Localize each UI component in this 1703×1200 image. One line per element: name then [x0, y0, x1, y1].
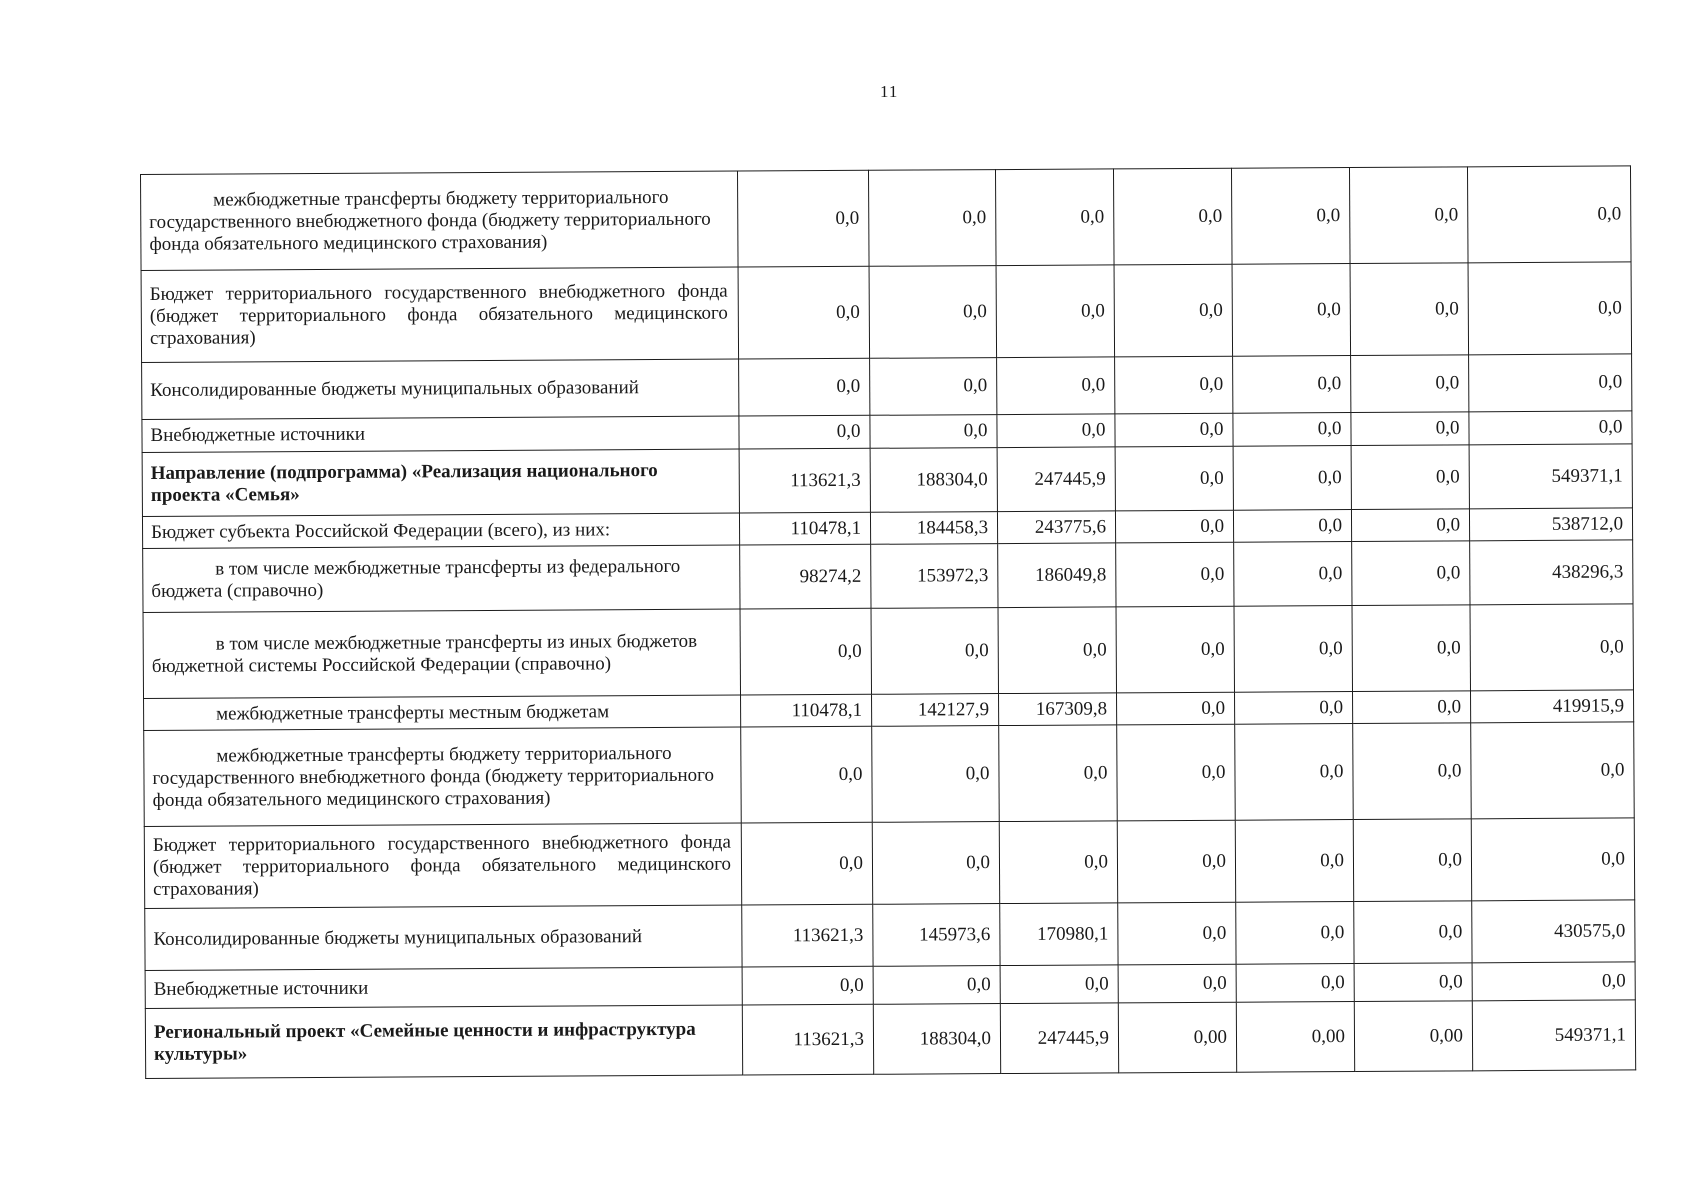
- value-cell: 153972,3: [871, 544, 998, 609]
- value-cell: 110478,1: [741, 694, 872, 727]
- row-label: Региональный проект «Семейные ценности и инфраструктура культуры»: [145, 1005, 742, 1078]
- value-cell: 0,0: [870, 358, 997, 416]
- row-label: Внебюджетные источники: [145, 967, 742, 1008]
- value-cell: 0,0: [1352, 541, 1470, 606]
- row-label: Внебюджетные источники: [142, 416, 739, 452]
- table-row: [143, 540, 1633, 613]
- value-cell: 113621,3: [739, 448, 870, 513]
- value-cell: 0,0: [1117, 692, 1235, 725]
- value-cell: 247445,9: [1000, 1003, 1118, 1074]
- value-cell: 0,0: [1113, 168, 1232, 265]
- value-cell: 0,0: [1354, 963, 1472, 1002]
- value-cell: 0,0: [1352, 605, 1470, 692]
- row-label: Консолидированные бюджеты муниципальных образований: [142, 359, 739, 419]
- value-cell: 419915,9: [1470, 690, 1633, 723]
- table-row: [144, 722, 1635, 827]
- value-cell: 0,0: [872, 822, 999, 905]
- value-cell: 243775,6: [997, 511, 1115, 544]
- value-cell: 0,00: [1236, 1002, 1354, 1073]
- value-cell: 430575,0: [1472, 900, 1635, 963]
- value-cell: 0,0: [873, 966, 1000, 1005]
- value-cell: 0,0: [1236, 902, 1354, 965]
- value-cell: 145973,6: [873, 904, 1000, 967]
- value-cell: 142127,9: [872, 694, 999, 727]
- row-label: межбюджетные трансферты бюджету территориального государственного внебюджетного фонда (бюджету территориального фонда обязательного медицинского страхования): [144, 727, 742, 826]
- value-cell: 0,0: [740, 608, 871, 695]
- value-cell: 0,0: [1115, 413, 1233, 447]
- value-cell: 0,0: [1115, 356, 1233, 414]
- value-cell: 0,0: [996, 265, 1115, 358]
- value-cell: 0,0: [1472, 962, 1635, 1001]
- value-cell: 0,0: [1115, 446, 1233, 511]
- value-cell: 0,0: [1233, 510, 1351, 543]
- value-cell: 0,0: [1233, 446, 1351, 511]
- value-cell: 0,0: [1351, 355, 1469, 413]
- row-label: в том числе межбюджетные трансферты из федерального бюджета (справочно): [143, 545, 740, 612]
- value-cell: 0,0: [995, 169, 1114, 266]
- value-cell: 0,0: [1118, 902, 1236, 965]
- table-row: [141, 262, 1632, 363]
- value-cell: 113621,3: [742, 1004, 873, 1075]
- value-cell: 0,0: [868, 170, 996, 267]
- value-cell: 113621,3: [742, 904, 873, 967]
- table-row: [143, 604, 1633, 699]
- value-cell: 110478,1: [739, 512, 870, 545]
- row-label: Бюджет территориального государственного внебюджетного фонда (бюджет территориального фонда обязательного медицинского страхования): [144, 823, 741, 908]
- value-cell: 0,0: [1236, 964, 1354, 1003]
- value-cell: 0,0: [741, 822, 872, 905]
- row-label: межбюджетные трансферты местным бюджетам: [144, 695, 741, 730]
- value-cell: 0,0: [999, 725, 1118, 822]
- value-cell: 0,0: [1000, 965, 1118, 1004]
- table-row: [145, 900, 1635, 971]
- value-cell: 549371,1: [1472, 1000, 1635, 1071]
- value-cell: 0,00: [1118, 1002, 1236, 1073]
- value-cell: 0,0: [1235, 820, 1353, 903]
- value-cell: 0,0: [1351, 509, 1469, 542]
- value-cell: 549371,1: [1469, 444, 1632, 509]
- value-cell: 0,0: [742, 966, 873, 1005]
- value-cell: 0,0: [1114, 264, 1233, 357]
- value-cell: 188304,0: [870, 448, 997, 513]
- value-cell: 0,0: [1232, 264, 1351, 357]
- table-row: [141, 166, 1632, 271]
- value-cell: 0,0: [1115, 510, 1233, 543]
- value-cell: 0,0: [1233, 356, 1351, 414]
- value-cell: 438296,3: [1470, 540, 1633, 605]
- value-cell: 0,0: [739, 415, 870, 449]
- value-cell: 538712,0: [1469, 508, 1632, 541]
- value-cell: 0,0: [1235, 692, 1353, 725]
- value-cell: 247445,9: [997, 447, 1115, 512]
- value-cell: 186049,8: [998, 543, 1116, 608]
- budget-table: [140, 165, 1636, 1079]
- value-cell: 0,0: [1353, 819, 1471, 902]
- value-cell: 184458,3: [870, 512, 997, 545]
- value-cell: 0,0: [998, 607, 1116, 694]
- value-cell: 0,0: [739, 358, 870, 416]
- value-cell: 0,0: [1353, 723, 1472, 820]
- value-cell: 167309,8: [999, 693, 1117, 726]
- value-cell: 170980,1: [1000, 903, 1118, 966]
- row-label: в том числе межбюджетные трансферты из иных бюджетов бюджетной системы Российской Федерации (справочно): [143, 609, 740, 698]
- value-cell: 0,0: [1351, 412, 1469, 446]
- value-cell: 0,0: [872, 726, 1000, 823]
- table-row: [142, 444, 1632, 517]
- value-cell: 0,0: [997, 357, 1115, 415]
- table-row: [142, 354, 1632, 420]
- value-cell: 0,0: [1469, 411, 1632, 445]
- value-cell: 0,0: [741, 726, 873, 823]
- value-cell: 0,0: [997, 414, 1115, 448]
- value-cell: 0,0: [1350, 263, 1469, 356]
- value-cell: 0,0: [999, 821, 1117, 904]
- value-cell: 0,0: [1233, 413, 1351, 447]
- row-label: Бюджет субъекта Российской Федерации (всего), из них:: [142, 513, 739, 548]
- row-label: межбюджетные трансферты бюджету территориального государственного внебюджетного фонда (бюджету территориального фонда обязательного медицинского страхования): [141, 171, 739, 270]
- value-cell: 0,00: [1354, 1001, 1472, 1072]
- row-label: Направление (подпрограмма) «Реализация национального проекта «Семья»: [142, 449, 739, 516]
- value-cell: 0,0: [1351, 445, 1469, 510]
- value-cell: 0,0: [871, 608, 998, 695]
- value-cell: 0,0: [1231, 168, 1350, 265]
- value-cell: 0,0: [1469, 354, 1632, 412]
- value-cell: 0,0: [1117, 820, 1235, 903]
- value-cell: 0,0: [1235, 724, 1354, 821]
- value-cell: 98274,2: [740, 544, 871, 609]
- value-cell: 0,0: [1471, 818, 1634, 901]
- value-cell: 0,0: [1234, 542, 1352, 607]
- value-cell: 188304,0: [873, 1004, 1000, 1075]
- value-cell: 0,0: [1116, 542, 1234, 607]
- value-cell: 0,0: [1353, 691, 1471, 724]
- page-number: 11: [880, 82, 899, 101]
- value-cell: 0,0: [1117, 724, 1236, 821]
- table-row: [144, 818, 1634, 909]
- value-cell: 0,0: [1234, 606, 1352, 693]
- value-cell: 0,0: [869, 266, 997, 359]
- value-cell: 0,0: [1471, 722, 1635, 819]
- row-label: Бюджет территориального государственного внебюджетного фонда (бюджет территориального фонда обязательного медицинского страхования): [141, 267, 739, 362]
- value-cell: 0,0: [1470, 604, 1633, 691]
- value-cell: 0,0: [1467, 166, 1631, 263]
- value-cell: 0,0: [738, 266, 870, 359]
- table-row: [145, 1000, 1635, 1079]
- row-label: Консолидированные бюджеты муниципальных образований: [145, 905, 742, 970]
- value-cell: 0,0: [1354, 901, 1472, 964]
- value-cell: 0,0: [737, 170, 869, 267]
- value-cell: 0,0: [1118, 964, 1236, 1003]
- value-cell: 0,0: [1116, 606, 1234, 693]
- value-cell: 0,0: [1468, 262, 1632, 355]
- value-cell: 0,0: [870, 415, 997, 449]
- value-cell: 0,0: [1349, 167, 1468, 264]
